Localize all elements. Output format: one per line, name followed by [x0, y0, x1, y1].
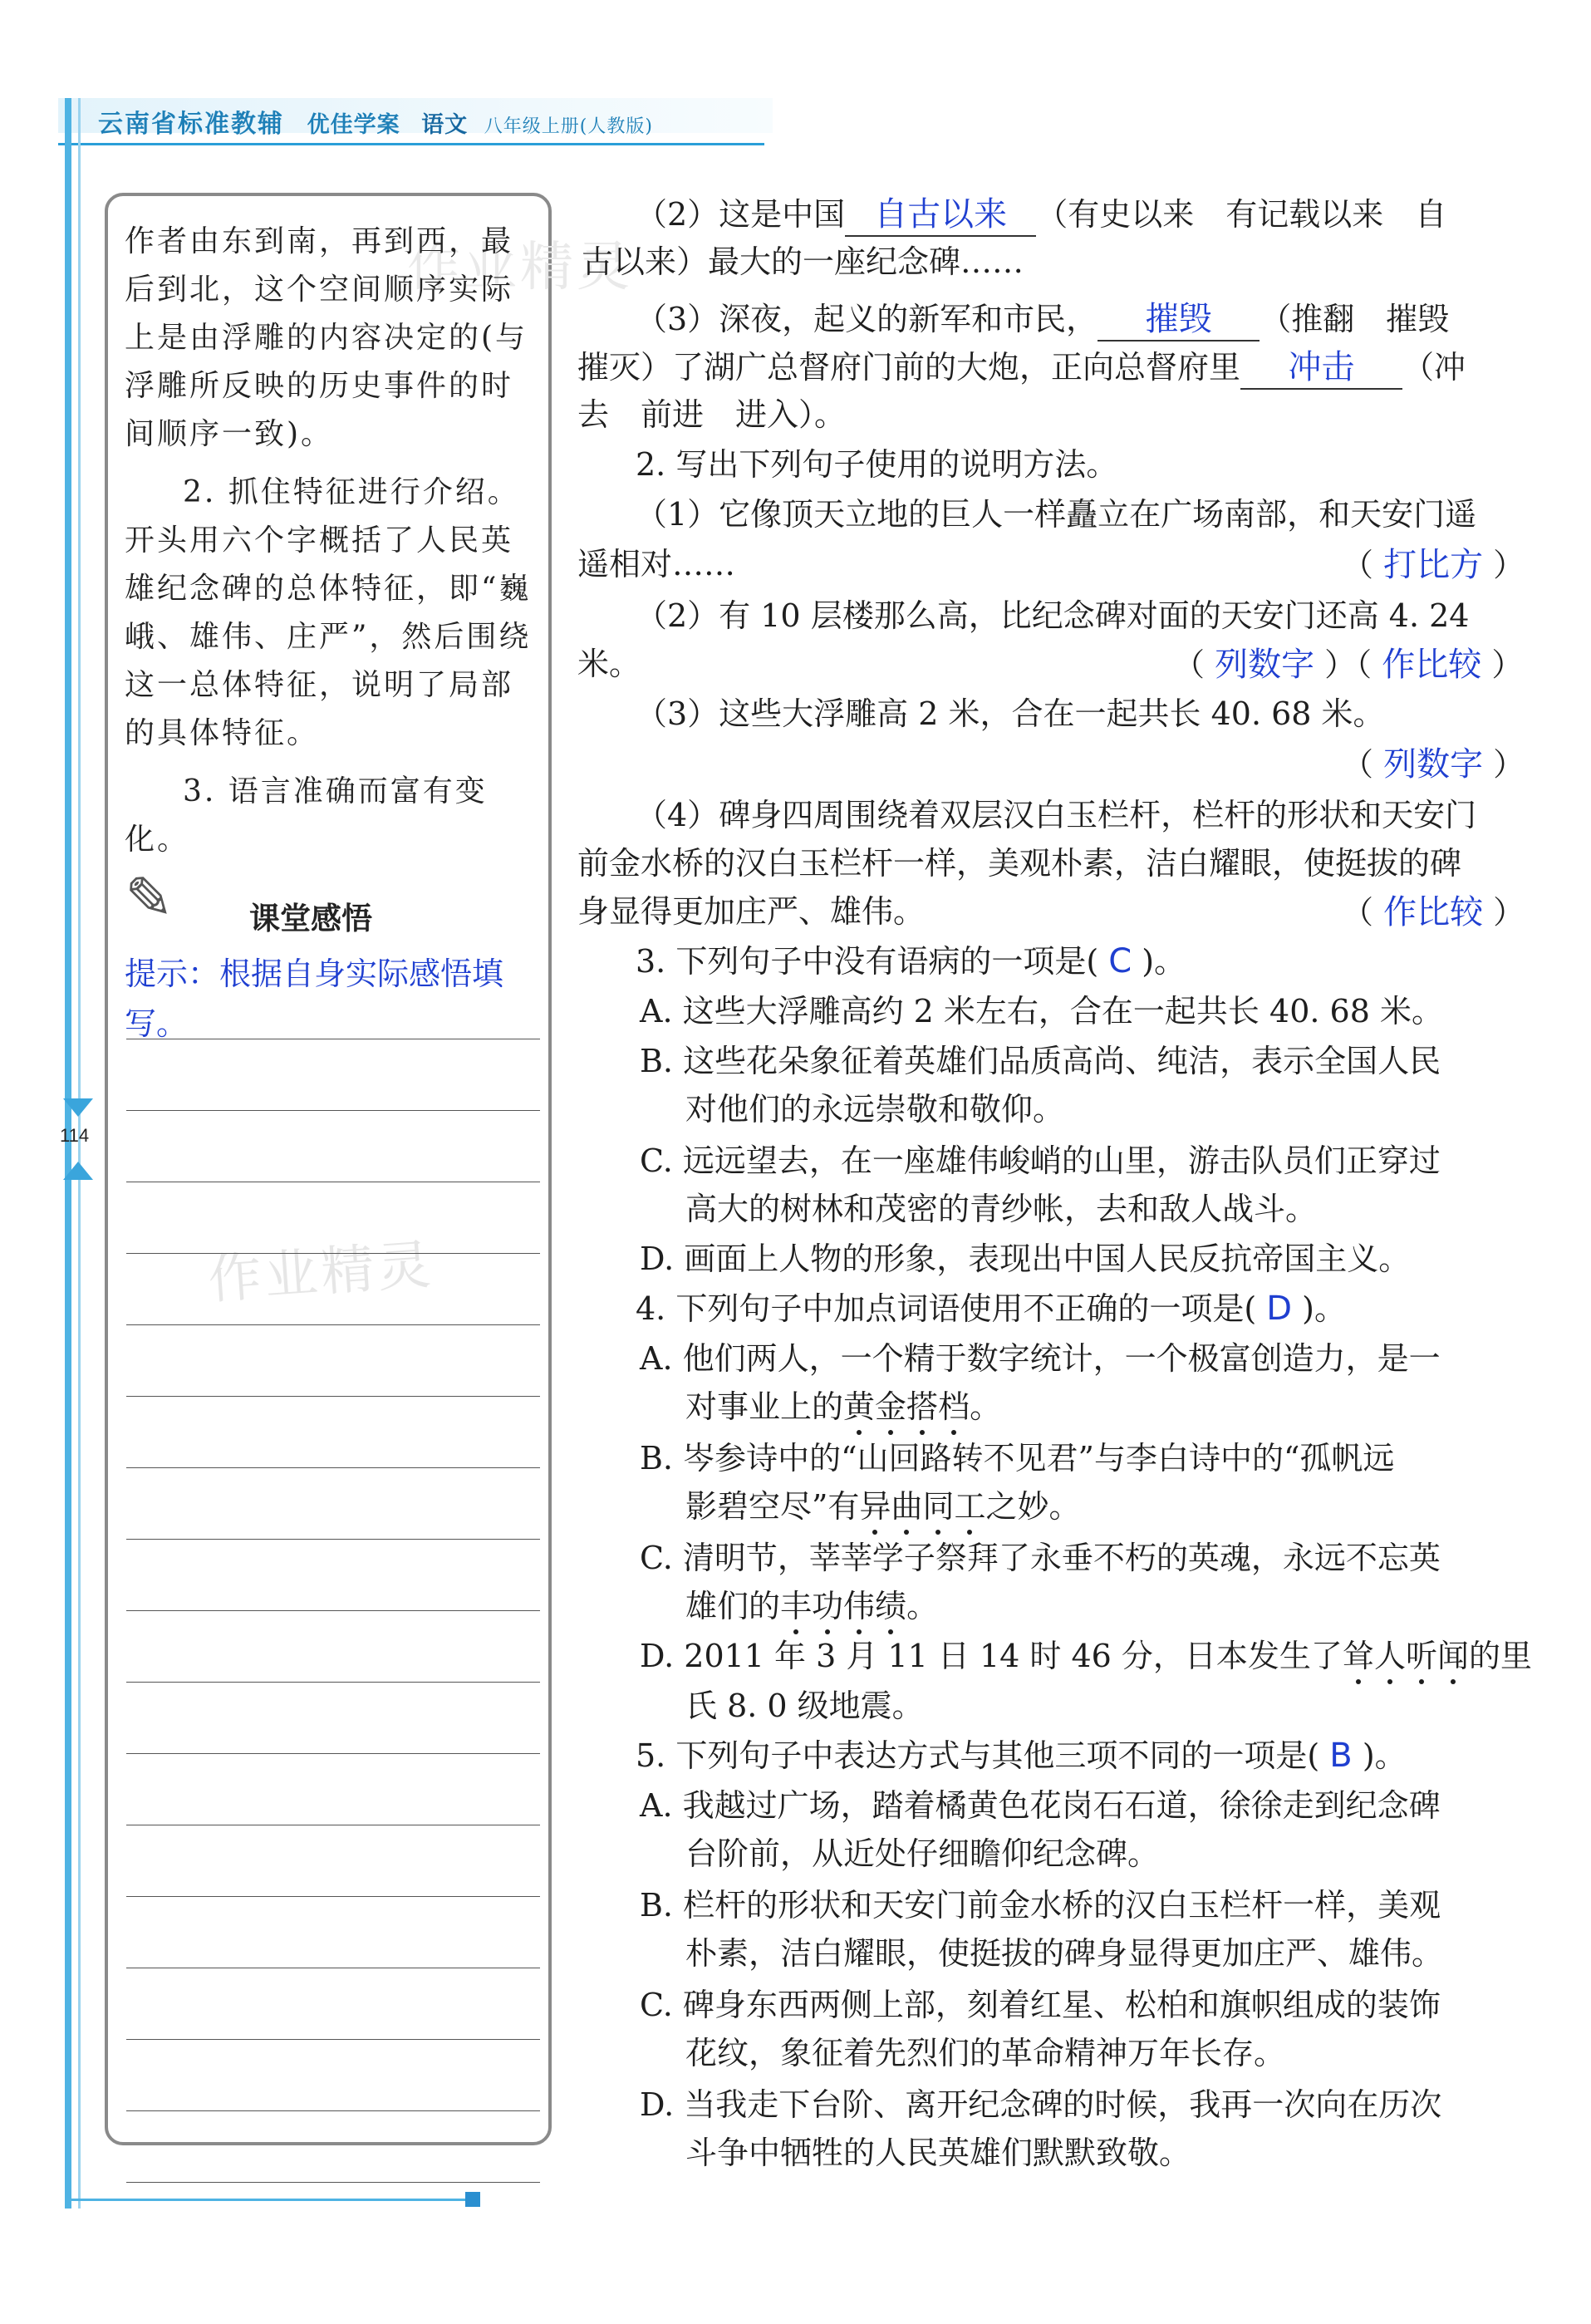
q2-4-answer-paren[interactable]: （ 作比较 ）	[1342, 893, 1525, 931]
page-marker-top-icon	[63, 1098, 93, 1117]
q3-option-a: A. 这些大浮雕高约 2 米左右，合在一起共长 40. 68 米。	[640, 993, 1443, 1029]
q4-d-pre: D. 2011 年 3 月 11 日 14 时 46 分，日本发生了	[640, 1638, 1343, 1674]
q2-3-answer: 列数字	[1383, 745, 1484, 784]
q1-item3-answer2: 冲击	[1288, 348, 1355, 386]
writing-line[interactable]	[126, 1253, 540, 1254]
q1-item3-blank2[interactable]	[1240, 341, 1402, 390]
header	[98, 103, 653, 140]
q4-c-dotted-word	[780, 1588, 906, 1624]
q1-item3-options1: （推翻 摧毁	[1260, 301, 1450, 337]
q2-1-answer: 打比方	[1383, 546, 1484, 584]
grade: 八年级上册(人教版)	[484, 116, 653, 137]
q2-4-line1: （4）碑身四周围绕着双层汉白玉栏杆，栏杆的形状和天安门	[636, 797, 1477, 833]
emphasis-char: 金	[875, 1388, 907, 1425]
q4-b-post: 之妙。	[985, 1488, 1081, 1525]
q1-item3-line3: 去 前进 进入）。	[577, 396, 847, 433]
writing-line[interactable]	[126, 1610, 540, 1611]
student-mascot-icon: ✎	[125, 864, 174, 932]
q3-option-b-cont: 对他们的永远崇敬和敬仰。	[685, 1091, 1065, 1128]
q3-answer[interactable]: C	[1108, 942, 1132, 980]
q2-4-answer: 作比较	[1383, 893, 1484, 931]
q4-a-pre: 对事业上的	[685, 1388, 844, 1425]
q4-a-dotted-word	[843, 1388, 970, 1425]
writing-line[interactable]	[126, 2039, 540, 2040]
q4-stem-end: )。	[1302, 1290, 1346, 1327]
q1-item3-answer1: 摧毁	[1145, 300, 1212, 338]
emphasis-char: 档	[938, 1388, 970, 1425]
q3-option-c: C. 远远望去，在一座雄伟峻峭的山里，游击队员们正穿过	[640, 1142, 1441, 1179]
answer-hint: 提示：根据自身实际感悟填写。	[125, 956, 504, 1042]
q3-option-c-cont: 高大的树林和茂密的青纱帐，去和敌人战斗。	[685, 1191, 1318, 1227]
q2-title: 2. 写出下列句子使用的说明方法。	[636, 446, 1118, 483]
emphasis-char: 听	[1405, 1638, 1437, 1674]
q4-answer[interactable]: D	[1266, 1290, 1293, 1328]
emphasis-char: 闻	[1436, 1638, 1469, 1674]
q3-stem-text: 3. 下列句子中没有语病的一项是(	[636, 943, 1099, 980]
q2-4-line2: 前金水桥的汉白玉栏杆一样，美观朴素，洁白耀眼，使挺拔的碑	[577, 845, 1462, 882]
emphasis-char: 功	[812, 1588, 844, 1624]
writing-line[interactable]	[126, 2182, 540, 2183]
q1-item3-text2: 摧灭）了湖广总督府门前的大炮，正向总督府里	[577, 349, 1241, 386]
q5-stem-end: )。	[1362, 1737, 1407, 1774]
writing-line[interactable]	[126, 1682, 540, 1683]
q5-option-a: A. 我越过广场，踏着橘黄色花岗石石道，徐徐走到纪念碑	[640, 1787, 1441, 1824]
note-paragraph-1: 作者由东到南，再到西，最后到北，这个空间顺序实际上是由浮雕的内容决定的(与浮雕所反映的历史事件的时间顺序一致)。	[125, 224, 528, 451]
q4-option-b: B. 岑参诗中的“山回路转不见君”与李白诗中的“孤帆远	[640, 1440, 1395, 1476]
q5-stem-text: 5. 下列句子中表达方式与其他三项不同的一项是(	[636, 1737, 1320, 1774]
emphasis-char: 人	[1373, 1638, 1406, 1674]
q4-d-post: 的里	[1469, 1638, 1533, 1674]
q1-item2-blank[interactable]	[845, 188, 1036, 237]
q3-stem	[636, 936, 1186, 981]
watermark: 作业精灵	[407, 237, 633, 298]
emphasis-char: 工	[954, 1488, 986, 1525]
emphasis-char: 同	[922, 1488, 955, 1525]
q5-option-d-cont: 斗争中牺牲的人民英雄们默默致敬。	[685, 2135, 1191, 2171]
q2-4-line3: 身显得更加庄严、雄伟。	[577, 893, 926, 930]
q4-c-pre: 雄们的	[685, 1588, 781, 1624]
q4-option-d-cont: 氏 8. 0 级地震。	[685, 1688, 924, 1724]
q4-d-dotted-word	[1343, 1638, 1469, 1674]
footer-rule	[65, 2199, 472, 2201]
emphasis-char: 搭	[906, 1388, 939, 1425]
note-paragraph-3: 3. 语言准确而富有变化。	[125, 774, 488, 857]
q1-item2-answer: 自古以来	[874, 195, 1008, 233]
q3-option-b: B. 这些花朵象征着英雄们品质高尚、纯洁，表示全国人民	[640, 1043, 1441, 1079]
margin-bar	[65, 98, 71, 2209]
q4-stem-text: 4. 下列句子中加点词语使用不正确的一项是(	[636, 1290, 1257, 1327]
emphasis-char: 异	[859, 1488, 891, 1525]
writing-line[interactable]	[126, 1110, 540, 1111]
q1-item3-line1	[636, 292, 1449, 341]
q5-option-a-cont: 台阶前，从近处仔细瞻仰纪念碑。	[685, 1835, 1160, 1872]
writing-line[interactable]	[126, 1324, 540, 1325]
section-title: 课堂感悟	[249, 900, 372, 936]
q2-2-answer-paren[interactable]: （ 列数字 ）（ 作比较 ）	[1173, 646, 1524, 684]
q4-a-post: 。	[970, 1388, 1002, 1425]
brand: 云南省标准教辅	[98, 110, 284, 139]
emphasis-char: 曲	[891, 1488, 923, 1525]
q5-option-c: C. 碑身东西两侧上部，刻着红星、松柏和旗帜组成的装饰	[640, 1987, 1441, 2023]
watermark-center: 作业精灵	[206, 1234, 436, 1312]
page-marker-bottom-icon	[63, 1162, 93, 1180]
q5-option-d: D. 当我走下台阶、离开纪念碑的时候，我再一次向在历次	[640, 2086, 1442, 2123]
q2-2-line2: 米。	[577, 646, 641, 682]
emphasis-char: 伟	[843, 1588, 876, 1624]
q5-option-b-cont: 朴素，洁白耀眼，使挺拔的碑身显得更加庄严、雄伟。	[685, 1935, 1444, 1972]
q2-2-line1: （2）有 10 层楼那么高，比纪念碑对面的天安门还高 4. 24	[636, 597, 1470, 634]
q4-stem	[636, 1283, 1346, 1329]
q4-option-b-cont	[685, 1481, 1081, 1526]
q4-b-pre: 影碧空尽”有	[685, 1488, 860, 1525]
series: 优佳学案	[307, 112, 400, 138]
q4-option-c-cont	[685, 1580, 938, 1626]
q5-answer[interactable]: B	[1329, 1737, 1353, 1775]
q1-item3-blank1[interactable]	[1097, 292, 1260, 341]
q2-3-line1: （3）这些大浮雕高 2 米，合在一起共长 40. 68 米。	[636, 695, 1385, 732]
emphasis-char: 黄	[843, 1388, 876, 1425]
q5-option-c-cont: 花纹，象征着先烈们的革命精神万年长存。	[685, 2035, 1286, 2071]
footer-square	[465, 2192, 480, 2207]
q3-option-d: D. 画面上人物的形象，表现出中国人民反抗帝国主义。	[640, 1241, 1411, 1277]
emphasis-char: 绩	[875, 1588, 907, 1624]
q1-item2-text: （2）这是中国	[636, 196, 846, 233]
q4-option-d	[640, 1630, 1532, 1676]
q2-1-line1: （1）它像顶天立地的巨人一样矗立在广场南部，和天安门遥	[636, 496, 1477, 533]
q1-item3-options2: （冲	[1402, 349, 1466, 386]
q4-option-c: C. 清明节，莘莘学子祭拜了永垂不朽的英魂，永远不忘英	[640, 1540, 1441, 1576]
writing-line[interactable]	[126, 2110, 540, 2111]
margin-bar-thin	[78, 98, 81, 2209]
q2-1-answer-paren[interactable]: （ 打比方 ）	[1342, 546, 1525, 584]
writing-line[interactable]	[126, 1539, 540, 1540]
q5-option-b: B. 栏杆的形状和天安门前金水桥的汉白玉栏杆一样，美观	[640, 1887, 1441, 1924]
q1-item2-options: （有史以来 有记载以来 自	[1036, 196, 1447, 233]
note-paragraph-2: 2. 抓住特征进行介绍。开头用六个字概括了人民英雄纪念碑的总体特征，即“巍峨、雄伟、庄严”，然后围绕这一总体特征，说明了局部的具体特征。	[125, 475, 532, 750]
q1-item3-text: （3）深夜，起义的新军和市民，	[636, 301, 1098, 337]
emphasis-char: 丰	[780, 1588, 813, 1624]
emphasis-char: 耸	[1342, 1638, 1374, 1674]
q1-item2-line1	[636, 188, 1446, 237]
writing-line[interactable]	[126, 1896, 540, 1897]
q4-c-post: 。	[906, 1588, 939, 1624]
q4-b-dotted-word	[859, 1488, 985, 1525]
q1-item3-line2	[577, 341, 1466, 390]
writing-line[interactable]	[126, 1753, 540, 1754]
writing-line[interactable]	[126, 1396, 540, 1397]
subject: 语文	[421, 112, 469, 138]
q2-2-answer2: 作比较	[1382, 646, 1482, 684]
page-number: 114	[60, 1125, 90, 1146]
q5-stem	[636, 1730, 1407, 1776]
q1-item2-line2: 古以来）最大的一座纪念碑……	[582, 243, 1024, 280]
q4-option-a: A. 他们两人，一个精于数字统计，一个极富创造力，是一	[640, 1340, 1441, 1377]
q4-option-a-cont	[685, 1381, 1001, 1427]
header-rule	[58, 143, 764, 145]
q2-1-line2: 遥相对……	[577, 546, 736, 582]
q3-stem-end: )。	[1142, 943, 1186, 980]
q2-3-answer-paren[interactable]: （ 列数字 ）	[1342, 745, 1525, 784]
writing-line[interactable]	[126, 1467, 540, 1468]
q2-2-answer1: 列数字	[1215, 646, 1315, 684]
